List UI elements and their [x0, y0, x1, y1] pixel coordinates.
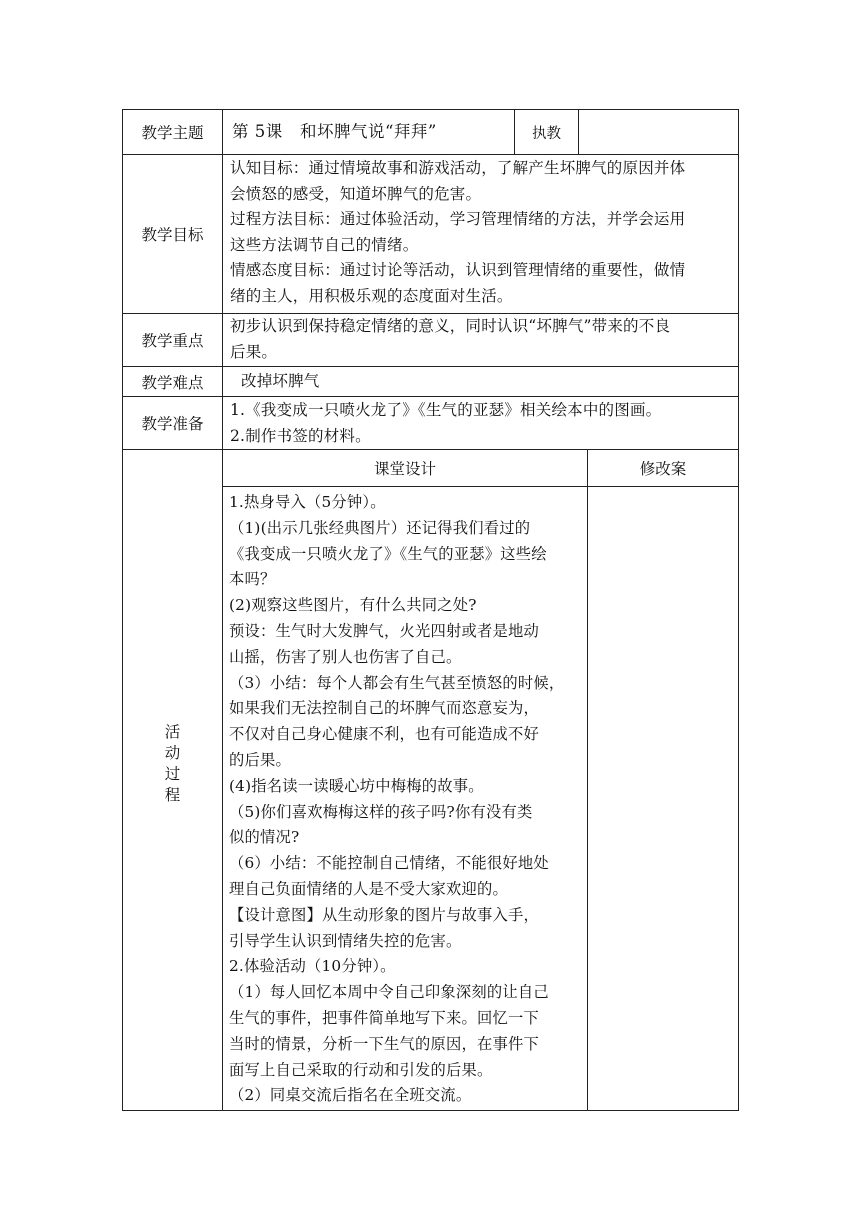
design-line: 的后果。 [229, 750, 291, 769]
design-line: 1.热身导入（5分钟）。 [229, 493, 386, 511]
preparation-content [230, 399, 735, 448]
table-border-bottom [122, 1110, 739, 1111]
design-line: 面写上自己采取的行动和引发的后果。 [229, 1060, 493, 1079]
difficulty-label: 教学难点 [141, 373, 204, 392]
goals-line: 情感态度目标：通过讨论等活动，认识到管理情绪的重要性，做情 [230, 261, 686, 279]
design-line: 2.体验活动（10分钟）。 [229, 957, 396, 976]
key-points-line: 初步认识到保持稳定情绪的意义，同时认识“坏脾气”带来的不良 [230, 317, 671, 335]
goals-line: 过程方法目标：通过体验活动，学习管理情绪的方法，并学会运用 [230, 210, 686, 228]
key-points-line: 后果。 [230, 342, 278, 361]
design-line: （5)你们喜欢梅梅这样的孩子吗?你有没有类 [229, 802, 533, 821]
preparation-line: 1.《我变成一只喷火龙了》《生气的亚瑟》相关绘本中的图画。 [230, 401, 662, 419]
design-line: 山摇，伤害了别人也伤害了自己。 [229, 647, 462, 666]
classroom-design-header: 课堂设计 [373, 460, 436, 478]
topic-label: 教学主题 [141, 124, 204, 142]
design-line: （1)(出示几张经典图片）还记得我们看过的 [229, 518, 531, 537]
column-divider-label [222, 109, 223, 1111]
design-line: 《我变成一只喷火龙了》《生气的亚瑟》这些绘 [229, 544, 547, 563]
process-label-char: 程 [164, 786, 181, 804]
design-line: 预设：生气时大发脾气，火光四射或者是地动 [229, 621, 539, 640]
difficulty-content: 改掉坏脾气 [241, 372, 320, 390]
design-line: （1）每人回忆本周中令自己印象深刻的让自己 [229, 983, 549, 1002]
goals-line: 认知目标：通过情境故事和游戏活动，了解产生坏脾气的原因并体 [230, 159, 686, 177]
design-line: 【设计意图】从生动形象的图片与故事入手， [229, 905, 539, 924]
goals-line: 绪的主人，用积极乐观的态度面对生活。 [230, 286, 513, 305]
process-label [123, 722, 222, 806]
design-line: 不仅对自己身心健康不利，也有可能造成不好 [229, 725, 539, 744]
design-line: (2)观察这些图片，有什么共同之处? [229, 596, 477, 615]
table-border-right [738, 109, 739, 1111]
revision-content [588, 487, 738, 1110]
process-label-char: 过 [164, 765, 181, 783]
teacher-value [579, 110, 738, 154]
preparation-label: 教学准备 [141, 415, 204, 433]
design-line: 当时的情景，分析一下生气的原因，在事件下 [229, 1034, 539, 1053]
process-label-char: 动 [164, 744, 181, 762]
goals-line: 会愤怒的感受，知道坏脾气的危害。 [230, 184, 482, 203]
key-points-label: 教学重点 [141, 332, 204, 350]
teacher-label: 执教 [532, 125, 561, 142]
revision-header: 修改案 [639, 460, 687, 478]
preparation-line: 2.制作书签的材料。 [230, 426, 371, 445]
design-line: （6）小结：不能控制自己情绪，不能很好地处 [229, 854, 549, 873]
design-line: 似的情况? [229, 828, 300, 847]
design-line: 生气的事件，把事件简单地写下来。回忆一下 [229, 1008, 539, 1027]
classroom-design-content [229, 490, 585, 1109]
key-points-content [230, 315, 735, 364]
goals-line: 这些方法调节自己的情绪。 [230, 235, 419, 254]
design-line: （3）小结：每个人都会有生气甚至愤怒的时候， [229, 673, 565, 692]
lesson-title: 第 5课 和坏脾气说“拜拜” [232, 122, 437, 141]
process-label-char: 活 [164, 723, 181, 741]
design-line: 理自己负面情绪的人是不受大家欢迎的。 [229, 879, 508, 898]
design-line: （2）同桌交流后指名在全班交流。 [229, 1086, 472, 1105]
design-line: 引导学生认识到情绪失控的危害。 [229, 931, 462, 950]
goals-label: 教学目标 [141, 226, 204, 244]
goals-content [230, 157, 735, 308]
design-line: 如果我们无法控制自己的坏脾气而恣意妄为， [229, 699, 539, 718]
design-line: 本吗？ [229, 570, 276, 589]
design-line: (4)指名读一读暖心坊中梅梅的故事。 [229, 776, 484, 795]
